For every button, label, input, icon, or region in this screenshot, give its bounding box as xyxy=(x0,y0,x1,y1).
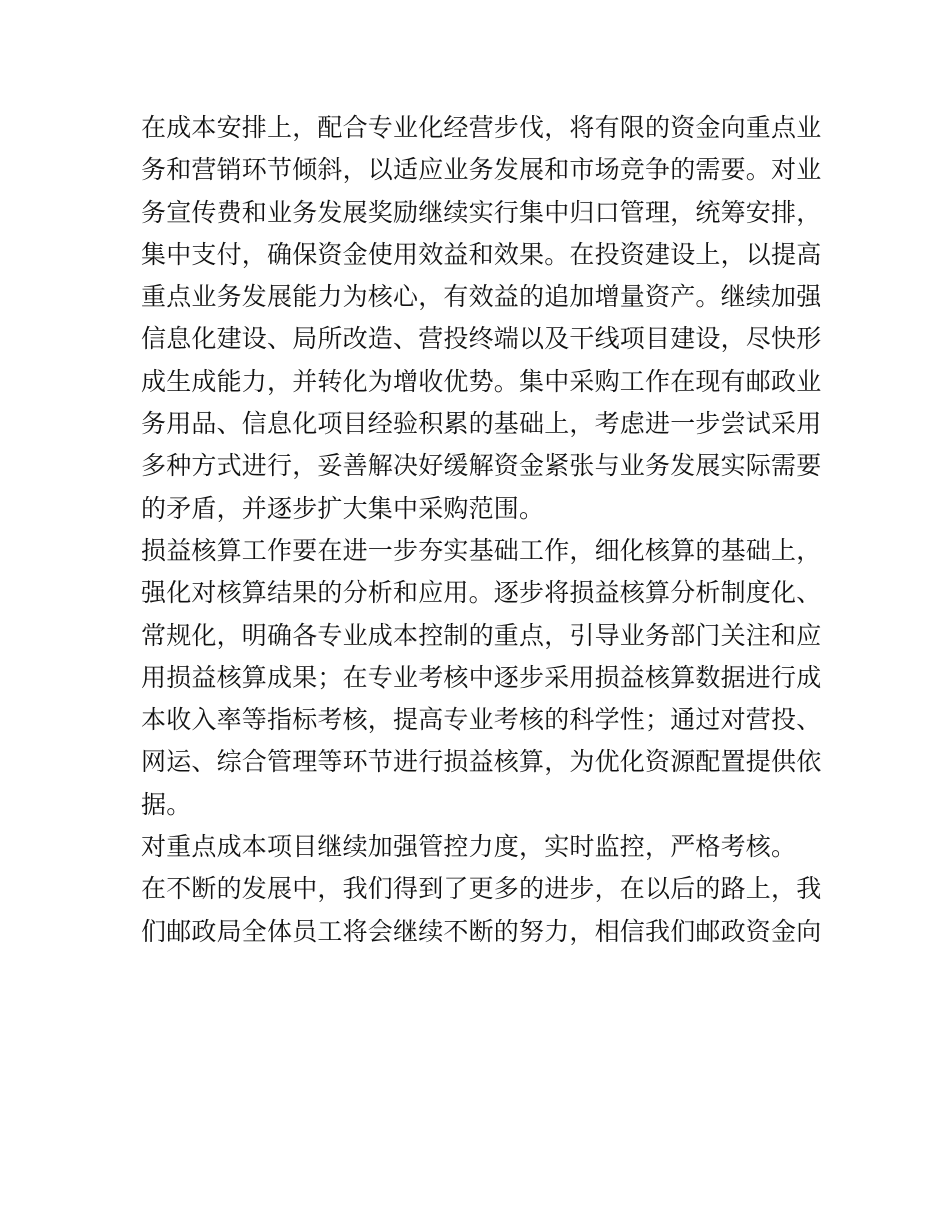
text-line: 们邮政局全体员工将会继续不断的努力，相信我们邮政资金向 xyxy=(141,916,822,946)
text-line: 信息化建设、局所改造、营投终端以及干线项目建设，尽快形 xyxy=(141,324,822,354)
text-line: 常规化，明确各专业成本控制的重点，引导业务部门关注和应 xyxy=(141,620,822,650)
text-line: 对重点成本项目继续加强管控力度，实时监控，严格考核。 xyxy=(141,832,797,862)
text-line: 在成本安排上，配合专业化经营步伐，将有限的资金向重点业 xyxy=(141,113,822,142)
text-line: 多种方式进行，妥善解决好缓解资金紧张与业务发展实际需要 xyxy=(141,451,822,481)
text-line: 重点业务发展能力为核心，有效益的追加增量资产。继续加强 xyxy=(141,282,822,312)
text-line: 本收入率等指标考核，提高专业考核的科学性；通过对营投、 xyxy=(141,705,822,735)
text-line: 用损益核算成果；在专业考核中逐步采用损益核算数据进行成 xyxy=(141,662,822,692)
text-line: 网运、综合管理等环节进行损益核算，为优化资源配置提供依 xyxy=(141,747,822,777)
text-line: 集中支付，确保资金使用效益和效果。在投资建设上，以提高 xyxy=(141,239,822,269)
body-text xyxy=(141,107,821,953)
text-line: 据。 xyxy=(141,789,192,819)
text-line: 成生成能力，并转化为增收优势。集中采购工作在现有邮政业 xyxy=(141,366,822,396)
text-line: 务和营销环节倾斜，以适应业务发展和市场竞争的需要。对业 xyxy=(141,155,822,185)
text-line: 在不断的发展中，我们得到了更多的进步，在以后的路上，我 xyxy=(141,874,822,904)
text-line: 务用品、信息化项目经验积累的基础上，考虑进一步尝试采用 xyxy=(141,409,822,439)
text-line: 损益核算工作要在进一步夯实基础工作，细化核算的基础上， xyxy=(141,535,822,565)
text-line: 强化对核算结果的分析和应用。逐步将损益核算分析制度化、 xyxy=(141,578,822,608)
text-line: 的矛盾，并逐步扩大集中采购范围。 xyxy=(141,493,545,523)
text-line: 务宣传费和业务发展奖励继续实行集中归口管理，统筹安排， xyxy=(141,197,822,227)
